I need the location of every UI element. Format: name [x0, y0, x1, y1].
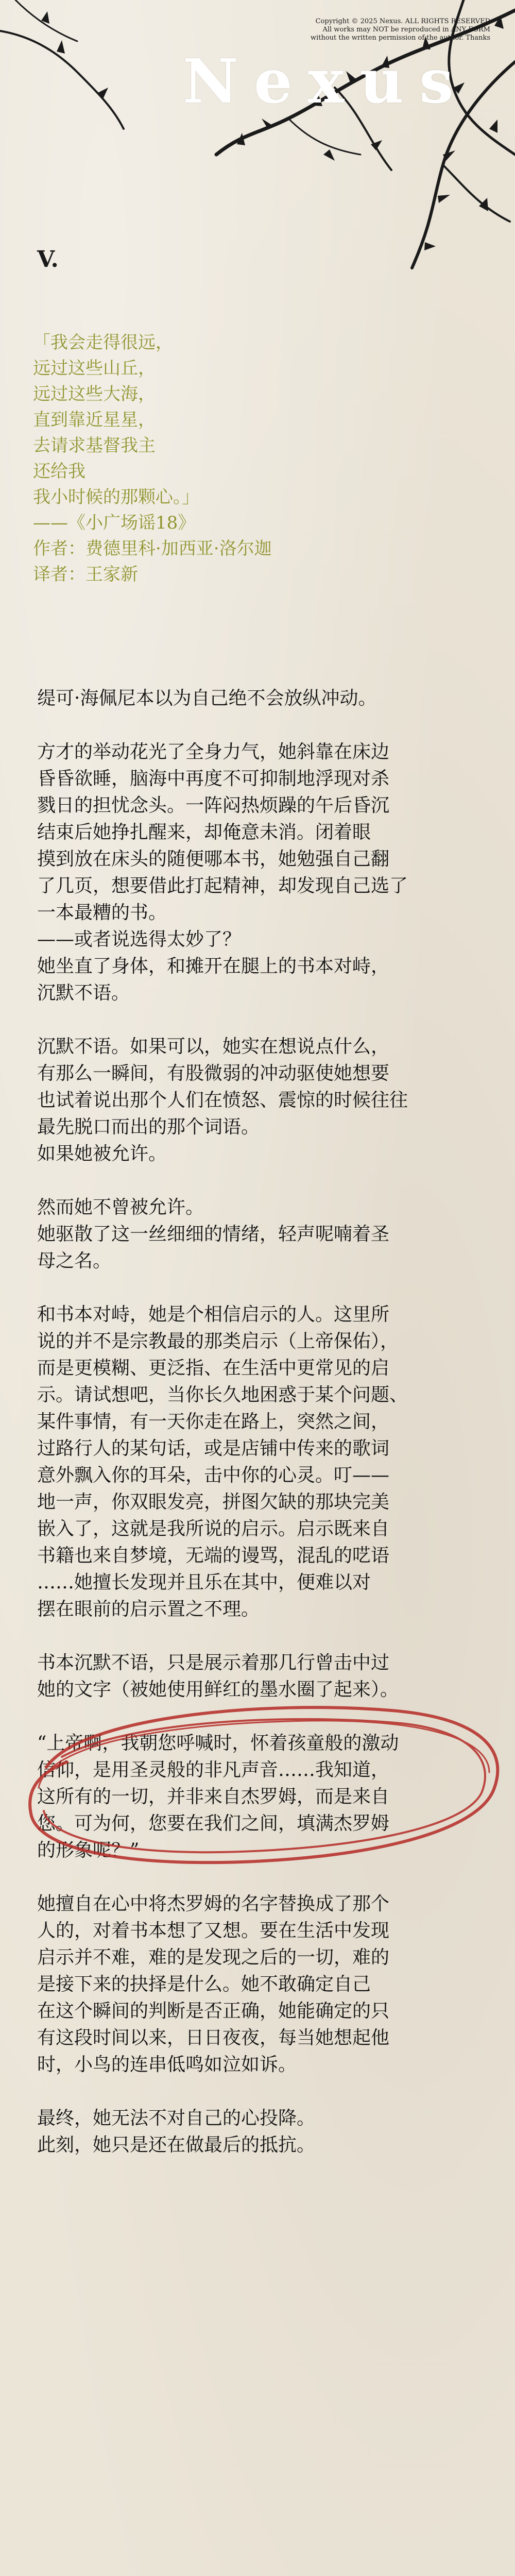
- body-line: 戮日的担忧念头。一阵闷热烦躁的午后昏沉: [37, 795, 390, 816]
- body-line: 最先脱口而出的那个词语。: [37, 1116, 260, 1138]
- epigraph: [33, 330, 393, 587]
- paragraph-gap: [37, 1167, 490, 1194]
- body-line: 母之名。: [37, 1250, 112, 1272]
- body-line: 在这个瞬间的判断是否正确，她能确定的只: [37, 2001, 390, 2022]
- body-line: 地一声，你双眼发亮，拼图欠缺的那块完美: [37, 1492, 390, 1513]
- paragraph-gap: [37, 1275, 490, 1301]
- copyright-line: Copyright © 2025 Nexus. ALL RIGHTS RESERVED: [315, 18, 490, 25]
- epigraph-line: 去请求基督我主: [33, 435, 156, 456]
- paragraph-gap: [37, 2078, 490, 2105]
- body-line: 了几页，想要借此打起精神，却发现自己选了: [37, 875, 408, 896]
- body-line: 也试着说出那个人们在愤怒、震惊的时候往往: [37, 1090, 408, 1111]
- body-line: 人的，对着书本想了又想。要在生活中发现: [37, 1920, 390, 1941]
- body-line: 有那么一瞬间，有股微弱的冲动驱使她想要: [37, 1063, 390, 1084]
- body-line: 摆在眼前的启示置之不理。: [37, 1599, 260, 1620]
- epigraph-author: 作者：费德里科·加西亚·洛尔迦: [33, 538, 272, 559]
- body-line: 然而她不曾被允许。: [37, 1197, 204, 1218]
- epigraph-line: 直到靠近星星，: [33, 410, 156, 430]
- copyright-line: All works may NOT be reproduced in ANY FORM: [322, 26, 490, 33]
- epigraph-line: 「我会走得很远，: [33, 332, 173, 353]
- body-line: 时，小鸟的连串低鸣如泣如诉。: [37, 2054, 297, 2075]
- copyright-line: without the written permission of the author. Thanks: [310, 34, 490, 42]
- body-line: 是接下来的抉择是什么。她不敢确定自己: [37, 1974, 371, 1995]
- body-line: 书籍也来自梦境，无端的谩骂，混乱的呓语: [37, 1545, 390, 1566]
- body-line: 昏昏欲睡，脑海中再度不可抑制地浮现对杀: [37, 768, 390, 789]
- body-line: 示。请试想吧，当你长久地困惑于某个问题、: [37, 1384, 408, 1405]
- body-line: 您。可为何，您要在我们之间，填满杰罗姆: [37, 1813, 390, 1834]
- body-line: 沉默不语。如果可以，她实在想说点什么，: [37, 1036, 390, 1057]
- body-line: 和书本对峙，她是个相信启示的人。这里所: [37, 1304, 390, 1325]
- body-line: ……她擅长发现并且乐在其中，便难以对: [37, 1572, 371, 1593]
- epigraph-translator: 译者：王家新: [33, 564, 138, 585]
- paragraph-gap: [37, 1007, 490, 1033]
- epigraph-line: 远过这些大海，: [33, 384, 156, 404]
- body-line: 意外飘入你的耳朵，击中你的心灵。叮——: [37, 1465, 390, 1486]
- epigraph-line: 我小时候的那颗心。」: [33, 487, 199, 507]
- paragraph-gap: [37, 1703, 490, 1730]
- body-line: 结束后她挣扎醒来，却俺意未消。闭着眼: [37, 822, 371, 843]
- epigraph-line: 远过这些山丘，: [33, 358, 156, 379]
- body-line: 书本沉默不语，只是展示着那几行曾击中过: [37, 1652, 390, 1673]
- body-line: 最终，她无法不对自己的心投降。: [37, 2108, 316, 2129]
- body-line: 有这段时间以来，日日夜夜，每当她想起他: [37, 2027, 390, 2048]
- body-line: 此刻，她只是还在做最后的抵抗。: [37, 2134, 316, 2156]
- body-line: 过路行人的某句话，或是店铺中传来的歌词: [37, 1438, 390, 1459]
- body-line: 的形象呢？”: [37, 1840, 140, 1861]
- body-line: 嵌入了，这就是我所说的启示。启示既来自: [37, 1518, 390, 1539]
- body-line: 她的文字（被她使用鲜红的墨水圈了起来）。: [37, 1679, 399, 1700]
- copyright-notice: [305, 18, 490, 42]
- chapter-number: V.: [37, 246, 59, 273]
- body-line: ——或者说选得太妙了？: [37, 929, 242, 950]
- body-line: 如果她被允许。: [37, 1143, 167, 1164]
- site-title: Nexus: [183, 45, 469, 117]
- epigraph-line: 还给我: [33, 461, 85, 482]
- body-line: 她坐直了身体，和摊开在腿上的书本对峙，: [37, 956, 390, 977]
- paragraph-gap: [37, 712, 490, 739]
- body-line: 某件事情，有一天你走在路上，突然之间，: [37, 1411, 390, 1432]
- body-line: 方才的举动花光了全身力气，她斜靠在床边: [37, 741, 390, 762]
- epigraph-source: ——《小广场谣18》: [33, 513, 196, 533]
- body-line: 说的并不是宗教最的那类启示（上帝保佑），: [37, 1331, 399, 1352]
- story-body: [37, 685, 490, 2159]
- body-line: 摸到放在床头的随便哪本书，她勉强自己翻: [37, 849, 390, 870]
- body-line: 沉默不语。: [37, 982, 130, 1004]
- body-line: 而是更模糊、更泛指、在生活中更常见的启: [37, 1358, 390, 1379]
- paragraph-gap: [37, 1623, 490, 1650]
- body-line: 她驱散了这一丝细细的情绪，轻声呢喃着圣: [37, 1224, 390, 1245]
- paragraph-gap: [37, 1864, 490, 1891]
- body-line: 这所有的一切，并非来自杰罗姆，而是来自: [37, 1786, 390, 1807]
- body-line: 一本最糟的书。: [37, 902, 167, 923]
- body-line: 她擅自在心中将杰罗姆的名字替换成了那个: [37, 1893, 390, 1914]
- body-line: 缇可·海佩尼本以为自己绝不会放纵冲动。: [37, 688, 377, 709]
- body-line: 信仰，是用圣灵般的非凡声音……我知道，: [37, 1759, 390, 1781]
- body-line: “上帝啊，我朝您呼喊时，怀着孩童般的激动: [37, 1733, 399, 1754]
- body-line: 启示并不难，难的是发现之后的一切，难的: [37, 1947, 390, 1968]
